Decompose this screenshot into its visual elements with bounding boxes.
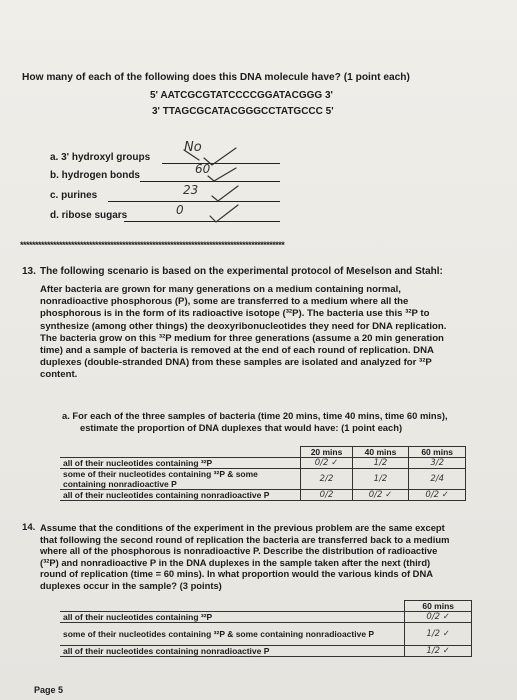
check-mark-icon — [212, 186, 238, 201]
row-label: all of their nucleotides containing ³²P — [60, 458, 301, 469]
q12-item-b-label: b. hydrogen bonds — [50, 170, 140, 181]
q12-item-d-label: d. ribose sugars — [50, 210, 128, 221]
q14-line: that following the second round of replication the bacteria are transferred back to a medium — [40, 533, 450, 545]
q13-line: content. — [40, 369, 78, 381]
q14-line: where all of the phosphorous is nonradioactive P. Describe the distribution of radioactive — [40, 545, 438, 557]
cell-answer: 1/2 — [352, 469, 409, 490]
row-label: some of their nucleotides containing ³²P & some containing nonradioactive P — [60, 623, 405, 646]
q12-item-a-label: a. 3' hydroxyl groups — [50, 152, 151, 163]
q12-item-a-answer: No — [184, 140, 202, 155]
col-header-60: 60 mins — [405, 601, 472, 612]
cell-answer: 1/2 ✓ — [405, 623, 472, 646]
cell-answer: 0/2 ✓ — [352, 490, 409, 501]
q13-line: The bacteria grow on this ³²P medium for three generations (assume a 20 min generation — [40, 332, 444, 344]
cell-answer: 2/4 — [409, 469, 466, 490]
q14-line: Assume that the conditions of the experiment in the previous problem are the same except — [40, 522, 445, 533]
q12-item-c-answer: 23 — [183, 183, 199, 197]
row-label: all of their nucleotides containing ³²P — [60, 612, 405, 623]
q13-proportion-table — [60, 446, 466, 501]
q12-prompt: How many of each of the following does this DNA molecule have? (1 point each) — [22, 72, 410, 83]
cell-answer: 1/2 ✓ — [405, 646, 472, 657]
q13-line: phosphorous is in the form of its radioactive isotope (³²P). The bacteria use this ³²P to — [40, 308, 430, 320]
row-label: all of their nucleotides containing nonradioactive P — [60, 490, 301, 501]
q13-number: 13. — [22, 266, 36, 277]
q14-line: duplexes occur in the sample? (3 points) — [40, 579, 222, 591]
cell-answer: 0/2 — [301, 490, 352, 501]
check-mark-icon — [210, 205, 238, 222]
check-mark-icon — [208, 168, 236, 181]
q13a-line-2: estimate the proportion of DNA duplexes that would have: (1 point each) — [80, 422, 403, 433]
q14-line: (³²P) and nonradioactive P in the DNA duplexes in the sample taken after the next (third) — [40, 556, 431, 568]
cell-answer: 0/2 ✓ — [405, 612, 472, 623]
q13-line: time) and a sample of bacteria is removed at the end of each round of replication. DNA — [40, 345, 434, 357]
cell-answer: 0/2 ✓ — [409, 490, 466, 501]
q12-item-c-label: c. purines — [50, 190, 98, 201]
col-header-20: 20 mins — [301, 447, 352, 458]
col-header-40: 40 mins — [352, 447, 409, 458]
row-label: some of their nucleotides containing ³²P & some containing nonradioactive P — [60, 469, 301, 490]
q13-line: nonradioactive phosphorous (P), some are transferred to a medium where all the — [40, 296, 409, 308]
dna-strand-1: 5' AATCGCGTATCCCCGGATACGGG 3' — [150, 90, 333, 101]
row-label: all of their nucleotides containing nonradioactive P — [60, 646, 405, 657]
q14-proportion-table — [60, 600, 472, 657]
q12-item-d-answer: 0 — [176, 203, 184, 217]
cell-answer: 3/2 — [409, 458, 466, 469]
cell-answer: 1/2 — [352, 458, 409, 469]
q14-line: round of replication (time = 60 mins). In what proportion would the various kinds of DNA — [40, 568, 433, 580]
q13-intro: The following scenario is based on the experimental protocol of Meselson and Stahl: — [40, 266, 443, 277]
q13a-line-1: a. For each of the three samples of bacteria (time 20 mins, time 40 mins, time 60 mins), — [62, 410, 448, 421]
cell-answer: 2/2 — [301, 469, 352, 490]
strike-mark-icon — [184, 150, 199, 160]
section-divider: **************************************************************************************** — [20, 240, 285, 250]
page-number: Page 5 — [34, 685, 64, 695]
q13-line: After bacteria are grown for many generations on a medium containing normal, — [40, 284, 401, 295]
cell-answer: 0/2 ✓ — [301, 458, 352, 469]
q14-prompt — [40, 522, 449, 592]
q13-scenario — [40, 284, 480, 382]
col-header-60: 60 mins — [409, 447, 466, 458]
q13-line: duplexes (double-stranded DNA) from these samples are isolated and analyzed for ³²P — [40, 357, 432, 369]
dna-strand-2: 3' TTAGCGCATACGGGCCTATGCCC 5' — [152, 106, 334, 117]
q12-item-b-answer: 60 — [195, 162, 211, 176]
q13-line: synthesize (among other things) the deoxyribonucleotides they need for DNA replication. — [40, 320, 447, 332]
q14-number: 14. — [22, 522, 36, 533]
check-mark-icon — [204, 148, 236, 165]
